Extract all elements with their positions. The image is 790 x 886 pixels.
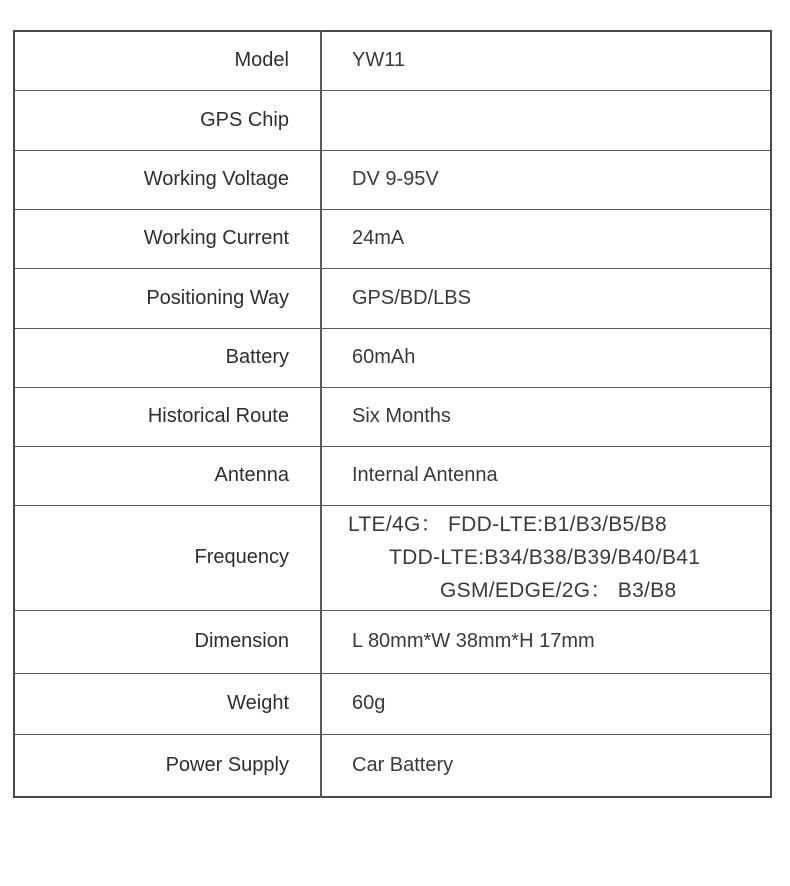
spec-value-historical-route: Six Months — [321, 387, 771, 446]
spec-label-working-voltage: Working Voltage — [14, 150, 321, 209]
spec-row-working-current — [14, 209, 771, 268]
spec-label-historical-route: Historical Route — [14, 387, 321, 446]
spec-row-power-supply — [14, 734, 771, 797]
spec-label-model: Model — [14, 31, 321, 90]
spec-label-power-supply: Power Supply — [14, 734, 321, 797]
spec-row-dimension — [14, 610, 771, 673]
spec-row-battery — [14, 328, 771, 387]
spec-row-frequency — [14, 505, 771, 610]
spec-label-frequency: Frequency — [14, 505, 321, 610]
spec-row-positioning-way — [14, 268, 771, 328]
frequency-line-lte: LTE/4G： FDD-LTE:B1/B3/B5/B8 — [348, 513, 667, 536]
spec-value-working-current: 24mA — [321, 209, 771, 268]
spec-label-positioning-way: Positioning Way — [14, 268, 321, 328]
spec-label-working-current: Working Current — [14, 209, 321, 268]
spec-row-gps-chip — [14, 90, 771, 150]
spec-value-gps-chip — [321, 90, 771, 150]
frequency-line-tdd: TDD-LTE:B34/B38/B39/B40/B41 — [389, 546, 701, 569]
frequency-line-gsm: GSM/EDGE/2G： B3/B8 — [440, 579, 677, 602]
spec-value-dimension: L 80mm*W 38mm*H 17mm — [321, 610, 771, 673]
spec-label-gps-chip: GPS Chip — [14, 90, 321, 150]
spec-value-working-voltage: DV 9-95V — [321, 150, 771, 209]
spec-row-antenna — [14, 446, 771, 505]
spec-label-dimension: Dimension — [14, 610, 321, 673]
spec-label-antenna: Antenna — [14, 446, 321, 505]
spec-value-antenna: Internal Antenna — [321, 446, 771, 505]
spec-value-weight: 60g — [321, 673, 771, 734]
spec-table — [13, 30, 772, 798]
spec-value-positioning-way: GPS/BD/LBS — [321, 268, 771, 328]
spec-row-working-voltage — [14, 150, 771, 209]
spec-row-model — [14, 31, 771, 90]
spec-row-weight — [14, 673, 771, 734]
spec-value-frequency — [321, 505, 771, 610]
spec-value-battery: 60mAh — [321, 328, 771, 387]
spec-value-model: YW11 — [321, 31, 771, 90]
spec-row-historical-route — [14, 387, 771, 446]
spec-value-power-supply: Car Battery — [321, 734, 771, 797]
spec-label-weight: Weight — [14, 673, 321, 734]
spec-label-battery: Battery — [14, 328, 321, 387]
